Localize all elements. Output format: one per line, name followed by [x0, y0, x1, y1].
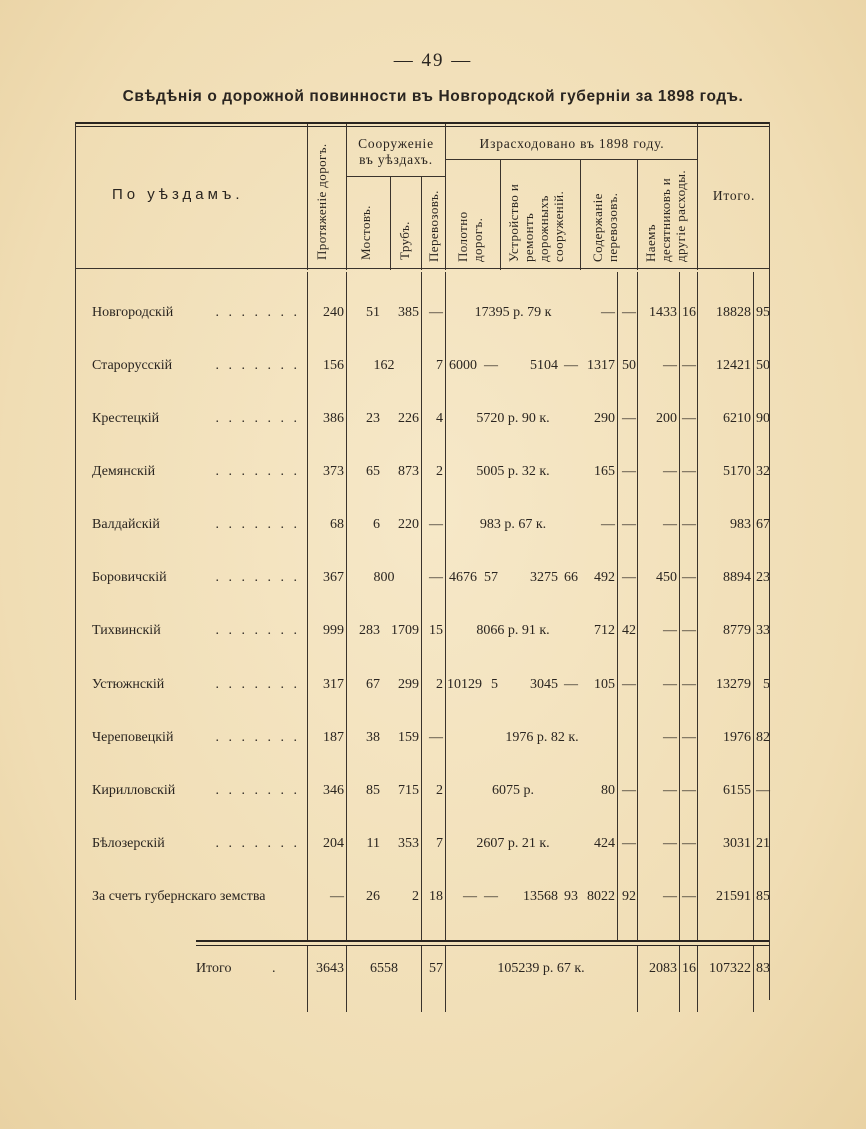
total-kopecks-cell: 23 [756, 570, 770, 585]
total-rubles-cell: 21591 [716, 889, 751, 904]
hire-rubles-cell: — [663, 783, 677, 798]
total-kopecks-cell: 90 [756, 411, 770, 426]
bridges-cell: 283 [359, 623, 380, 638]
totals-hire-rubles-cell: 2083 [649, 961, 677, 976]
ferries-cell: 15 [429, 623, 443, 638]
ferries-cell: 2 [436, 677, 443, 692]
hire-kopecks-cell: — [682, 889, 696, 904]
ferry-upkeep-rubles-cell: 712 [594, 623, 615, 638]
spent-merged-cell: 17395 р. 79 к [474, 305, 552, 320]
ferries-cell: — [429, 305, 443, 320]
total-rubles-cell: 5170 [723, 464, 751, 479]
leader-dots: . . . . . . . [215, 730, 300, 745]
structures-rubles-cell: 13568 [523, 889, 558, 904]
hire-kopecks-cell: 16 [682, 305, 696, 320]
structures-kopecks-cell: — [564, 677, 578, 692]
ferry-upkeep-kopecks-cell: — [622, 464, 636, 479]
ferry-upkeep-kopecks-cell: 92 [622, 889, 636, 904]
pipes-cell: 2 [412, 889, 419, 904]
hire-rubles-cell: 200 [656, 411, 677, 426]
row-label: Крестецкій [92, 411, 160, 426]
ferry-upkeep-rubles-cell: 492 [594, 570, 615, 585]
total-rubles-cell: 6210 [723, 411, 751, 426]
totals-spent-cell: 105239 р. 67 к. [497, 961, 585, 976]
ferry-upkeep-rubles-cell: — [601, 305, 615, 320]
ferry-upkeep-kopecks-cell: — [622, 305, 636, 320]
structures-kopecks-cell: 66 [564, 570, 578, 585]
hire-rubles-cell: — [663, 836, 677, 851]
ferry-upkeep-rubles-cell: 80 [601, 783, 615, 798]
length-cell: 187 [323, 730, 344, 745]
bridges-cell: 38 [366, 730, 380, 745]
hire-rubles-cell: 450 [656, 570, 677, 585]
spent-merged-cell: 2607 р. 21 к. [476, 836, 550, 851]
leader-dots: . . . . . . . [215, 358, 300, 373]
total-rubles-cell: 1976 [723, 730, 751, 745]
spent-merged-cell: 5005 р. 32 к. [476, 464, 550, 479]
total-kopecks-cell: 85 [756, 889, 770, 904]
roadbed-kopecks-cell: 57 [484, 570, 498, 585]
total-kopecks-cell: 33 [756, 623, 770, 638]
totals-ferries-cell: 57 [429, 961, 443, 976]
header-pipes: Трубъ. [397, 221, 412, 260]
ferry-upkeep-rubles-cell: 1317 [587, 358, 615, 373]
ferry-upkeep-kopecks-cell: — [622, 677, 636, 692]
structures-rubles-cell: 3275 [530, 570, 558, 585]
row-label: Старорусскій [92, 358, 173, 373]
totals-total-kopecks-cell: 83 [756, 961, 770, 976]
total-rubles-cell: 18828 [716, 305, 751, 320]
roadbed-rubles-cell: 4676 [449, 570, 477, 585]
structures-rubles-cell: 3045 [530, 677, 558, 692]
structures-kopecks-cell: — [564, 358, 578, 373]
hire-kopecks-cell: — [682, 623, 696, 638]
total-rubles-cell: 8779 [723, 623, 751, 638]
length-cell: 240 [323, 305, 344, 320]
hire-kopecks-cell: — [682, 677, 696, 692]
header-total: Итого. [712, 188, 756, 203]
ferry-upkeep-rubles-cell: 105 [594, 677, 615, 692]
spent-merged-cell: 983 р. 67 к. [479, 517, 547, 532]
length-cell: 373 [323, 464, 344, 479]
row-label: Валдайскій [92, 517, 160, 532]
total-kopecks-cell: 5 [763, 677, 770, 692]
header-spent-group: Израсходовано въ 1898 году. [479, 136, 665, 151]
total-kopecks-cell: 32 [756, 464, 770, 479]
leader-dots: . . . . . . . [215, 623, 300, 638]
ferries-cell: 4 [436, 411, 443, 426]
pipes-cell: 353 [398, 836, 419, 851]
ferry-upkeep-rubles-cell: 424 [594, 836, 615, 851]
leader-dots: . . . . . . . [215, 411, 300, 426]
total-rubles-cell: 8894 [723, 570, 751, 585]
spent-merged-cell: 6075 р. [492, 783, 534, 798]
total-rubles-cell: 983 [730, 517, 751, 532]
total-rubles-cell: 6155 [723, 783, 751, 798]
leader-dots: . . . . . . . [215, 836, 300, 851]
totals-length-cell: 3643 [316, 961, 344, 976]
length-cell: 68 [330, 517, 344, 532]
bridges-cell: 85 [366, 783, 380, 798]
row-label: Бѣлозерскій [92, 836, 165, 851]
leader-dots: . . . . . . . [215, 677, 300, 692]
row-label: Устюжнскій [92, 677, 165, 692]
header-county: По уѣздамъ. [112, 186, 244, 203]
totals-label: Итого [196, 961, 232, 976]
bridges-cell: 11 [366, 836, 380, 851]
ferry-upkeep-kopecks-cell: — [622, 836, 636, 851]
header-construction-group: Сооруженіе въ уѣздахъ. [358, 136, 434, 167]
hire-rubles-cell: — [663, 358, 677, 373]
hire-rubles-cell: — [663, 464, 677, 479]
ferry-upkeep-kopecks-cell: — [622, 411, 636, 426]
roadbed-rubles-cell: 6000 [449, 358, 477, 373]
leader-dots: . . . . . . . [215, 464, 300, 479]
total-kopecks-cell: — [756, 783, 770, 798]
total-kopecks-cell: 95 [756, 305, 770, 320]
leader-dots: . . . . . . . [215, 517, 300, 532]
length-cell: 386 [323, 411, 344, 426]
page-number: — 49 — [393, 50, 473, 71]
ferry-upkeep-kopecks-cell: — [622, 570, 636, 585]
length-cell: 367 [323, 570, 344, 585]
roadbed-kopecks-cell: 5 [491, 677, 498, 692]
pipes-cell: 1709 [391, 623, 419, 638]
row-label: Демянскій [92, 464, 156, 479]
ferries-cell: 7 [436, 358, 443, 373]
spent-merged-cell: 5720 р. 90 к. [476, 411, 550, 426]
leader-dots: . . . . . . . [215, 305, 300, 320]
hire-rubles-cell: — [663, 677, 677, 692]
ferries-cell: 2 [436, 464, 443, 479]
total-kopecks-cell: 21 [756, 836, 770, 851]
hire-rubles-cell: 1433 [649, 305, 677, 320]
row-label: Боровичскій [92, 570, 167, 585]
hire-rubles-cell: — [663, 730, 677, 745]
hire-kopecks-cell: — [682, 411, 696, 426]
ferry-upkeep-rubles-cell: 165 [594, 464, 615, 479]
bridges-cell: 26 [366, 889, 380, 904]
ferries-cell: 7 [436, 836, 443, 851]
ferries-cell: — [429, 570, 443, 585]
row-label: Тихвинскій [92, 623, 161, 638]
roadbed-kopecks-cell: — [484, 889, 498, 904]
pipes-cell: 220 [398, 517, 419, 532]
hire-rubles-cell: — [663, 889, 677, 904]
total-rubles-cell: 12421 [716, 358, 751, 373]
spent-wide-cell: 1976 р. 82 к. [505, 730, 579, 745]
hire-kopecks-cell: — [682, 836, 696, 851]
length-cell: 317 [323, 677, 344, 692]
header-structures: Устройство и ремонтъ дорожныхъ сооруженій. [506, 183, 566, 262]
header-length: Протяженіе дорогъ. [314, 143, 329, 260]
row-label: Череповецкій [92, 730, 174, 745]
roadbed-kopecks-cell: — [484, 358, 498, 373]
totals-bridges-pipes-cell: 6558 [370, 961, 398, 976]
ferry-upkeep-rubles-cell: 290 [594, 411, 615, 426]
pipes-cell: 873 [398, 464, 419, 479]
ferry-upkeep-rubles-cell: 8022 [587, 889, 615, 904]
bridges-cell: 65 [366, 464, 380, 479]
hire-kopecks-cell: — [682, 358, 696, 373]
ferry-upkeep-rubles-cell: — [601, 517, 615, 532]
total-rubles-cell: 3031 [723, 836, 751, 851]
row-label: Кирилловскій [92, 783, 176, 798]
header-ferries: Перевозовъ. [426, 190, 441, 262]
total-kopecks-cell: 82 [756, 730, 770, 745]
ferries-cell: — [429, 517, 443, 532]
page-title: Свѣдѣнія о дорожной повинности въ Новгородской губерніи за 1898 годъ. [122, 88, 744, 105]
bridges-cell: 6 [373, 517, 380, 532]
length-cell: 346 [323, 783, 344, 798]
bridges-cell: 67 [366, 677, 380, 692]
structures-kopecks-cell: 93 [564, 889, 578, 904]
hire-kopecks-cell: — [682, 517, 696, 532]
hire-kopecks-cell: — [682, 783, 696, 798]
bridges-pipes-merged-cell: 800 [373, 570, 395, 585]
hire-kopecks-cell: — [682, 464, 696, 479]
totals-dot: . [272, 961, 276, 976]
length-cell: 156 [323, 358, 344, 373]
ferries-cell: 18 [429, 889, 443, 904]
hire-kopecks-cell: — [682, 570, 696, 585]
ferry-upkeep-kopecks-cell: 50 [622, 358, 636, 373]
pipes-cell: 715 [398, 783, 419, 798]
bridges-pipes-merged-cell: 162 [373, 358, 395, 373]
leader-dots: . . . . . . . [215, 783, 300, 798]
pipes-cell: 299 [398, 677, 419, 692]
header-roadbed: Полотно дорогъ. [455, 211, 485, 262]
ferries-cell: 2 [436, 783, 443, 798]
row-label: Новгородскій [92, 305, 174, 320]
structures-rubles-cell: 5104 [530, 358, 558, 373]
roadbed-rubles-cell: 10129 [447, 677, 482, 692]
totals-hire-kopecks-cell: 16 [682, 961, 696, 976]
length-cell: 999 [323, 623, 344, 638]
header-ferry-upkeep: Содержаніе перевозовъ. [590, 192, 620, 262]
ferries-cell: — [429, 730, 443, 745]
total-kopecks-cell: 67 [756, 517, 770, 532]
roadbed-rubles-cell: — [463, 889, 477, 904]
total-kopecks-cell: 50 [756, 358, 770, 373]
hire-kopecks-cell: — [682, 730, 696, 745]
pipes-cell: 385 [398, 305, 419, 320]
hire-rubles-cell: — [663, 517, 677, 532]
bridges-cell: 51 [366, 305, 380, 320]
bridges-cell: 23 [366, 411, 380, 426]
ferry-upkeep-kopecks-cell: — [622, 517, 636, 532]
spent-merged-cell: 8066 р. 91 к. [476, 623, 550, 638]
total-rubles-cell: 13279 [716, 677, 751, 692]
header-bridges: Мостовъ. [358, 205, 373, 260]
length-cell: — [330, 889, 344, 904]
pipes-cell: 159 [398, 730, 419, 745]
totals-total-rubles-cell: 107322 [709, 961, 751, 976]
hire-rubles-cell: — [663, 623, 677, 638]
length-cell: 204 [323, 836, 344, 851]
row-label: За счетъ губернскаго земства [92, 889, 266, 904]
ferry-upkeep-kopecks-cell: — [622, 783, 636, 798]
header-hire: Наемъ десятниковъ и другіе расходы. [643, 169, 688, 262]
ferry-upkeep-kopecks-cell: 42 [622, 623, 636, 638]
leader-dots: . . . . . . . [215, 570, 300, 585]
pipes-cell: 226 [398, 411, 419, 426]
